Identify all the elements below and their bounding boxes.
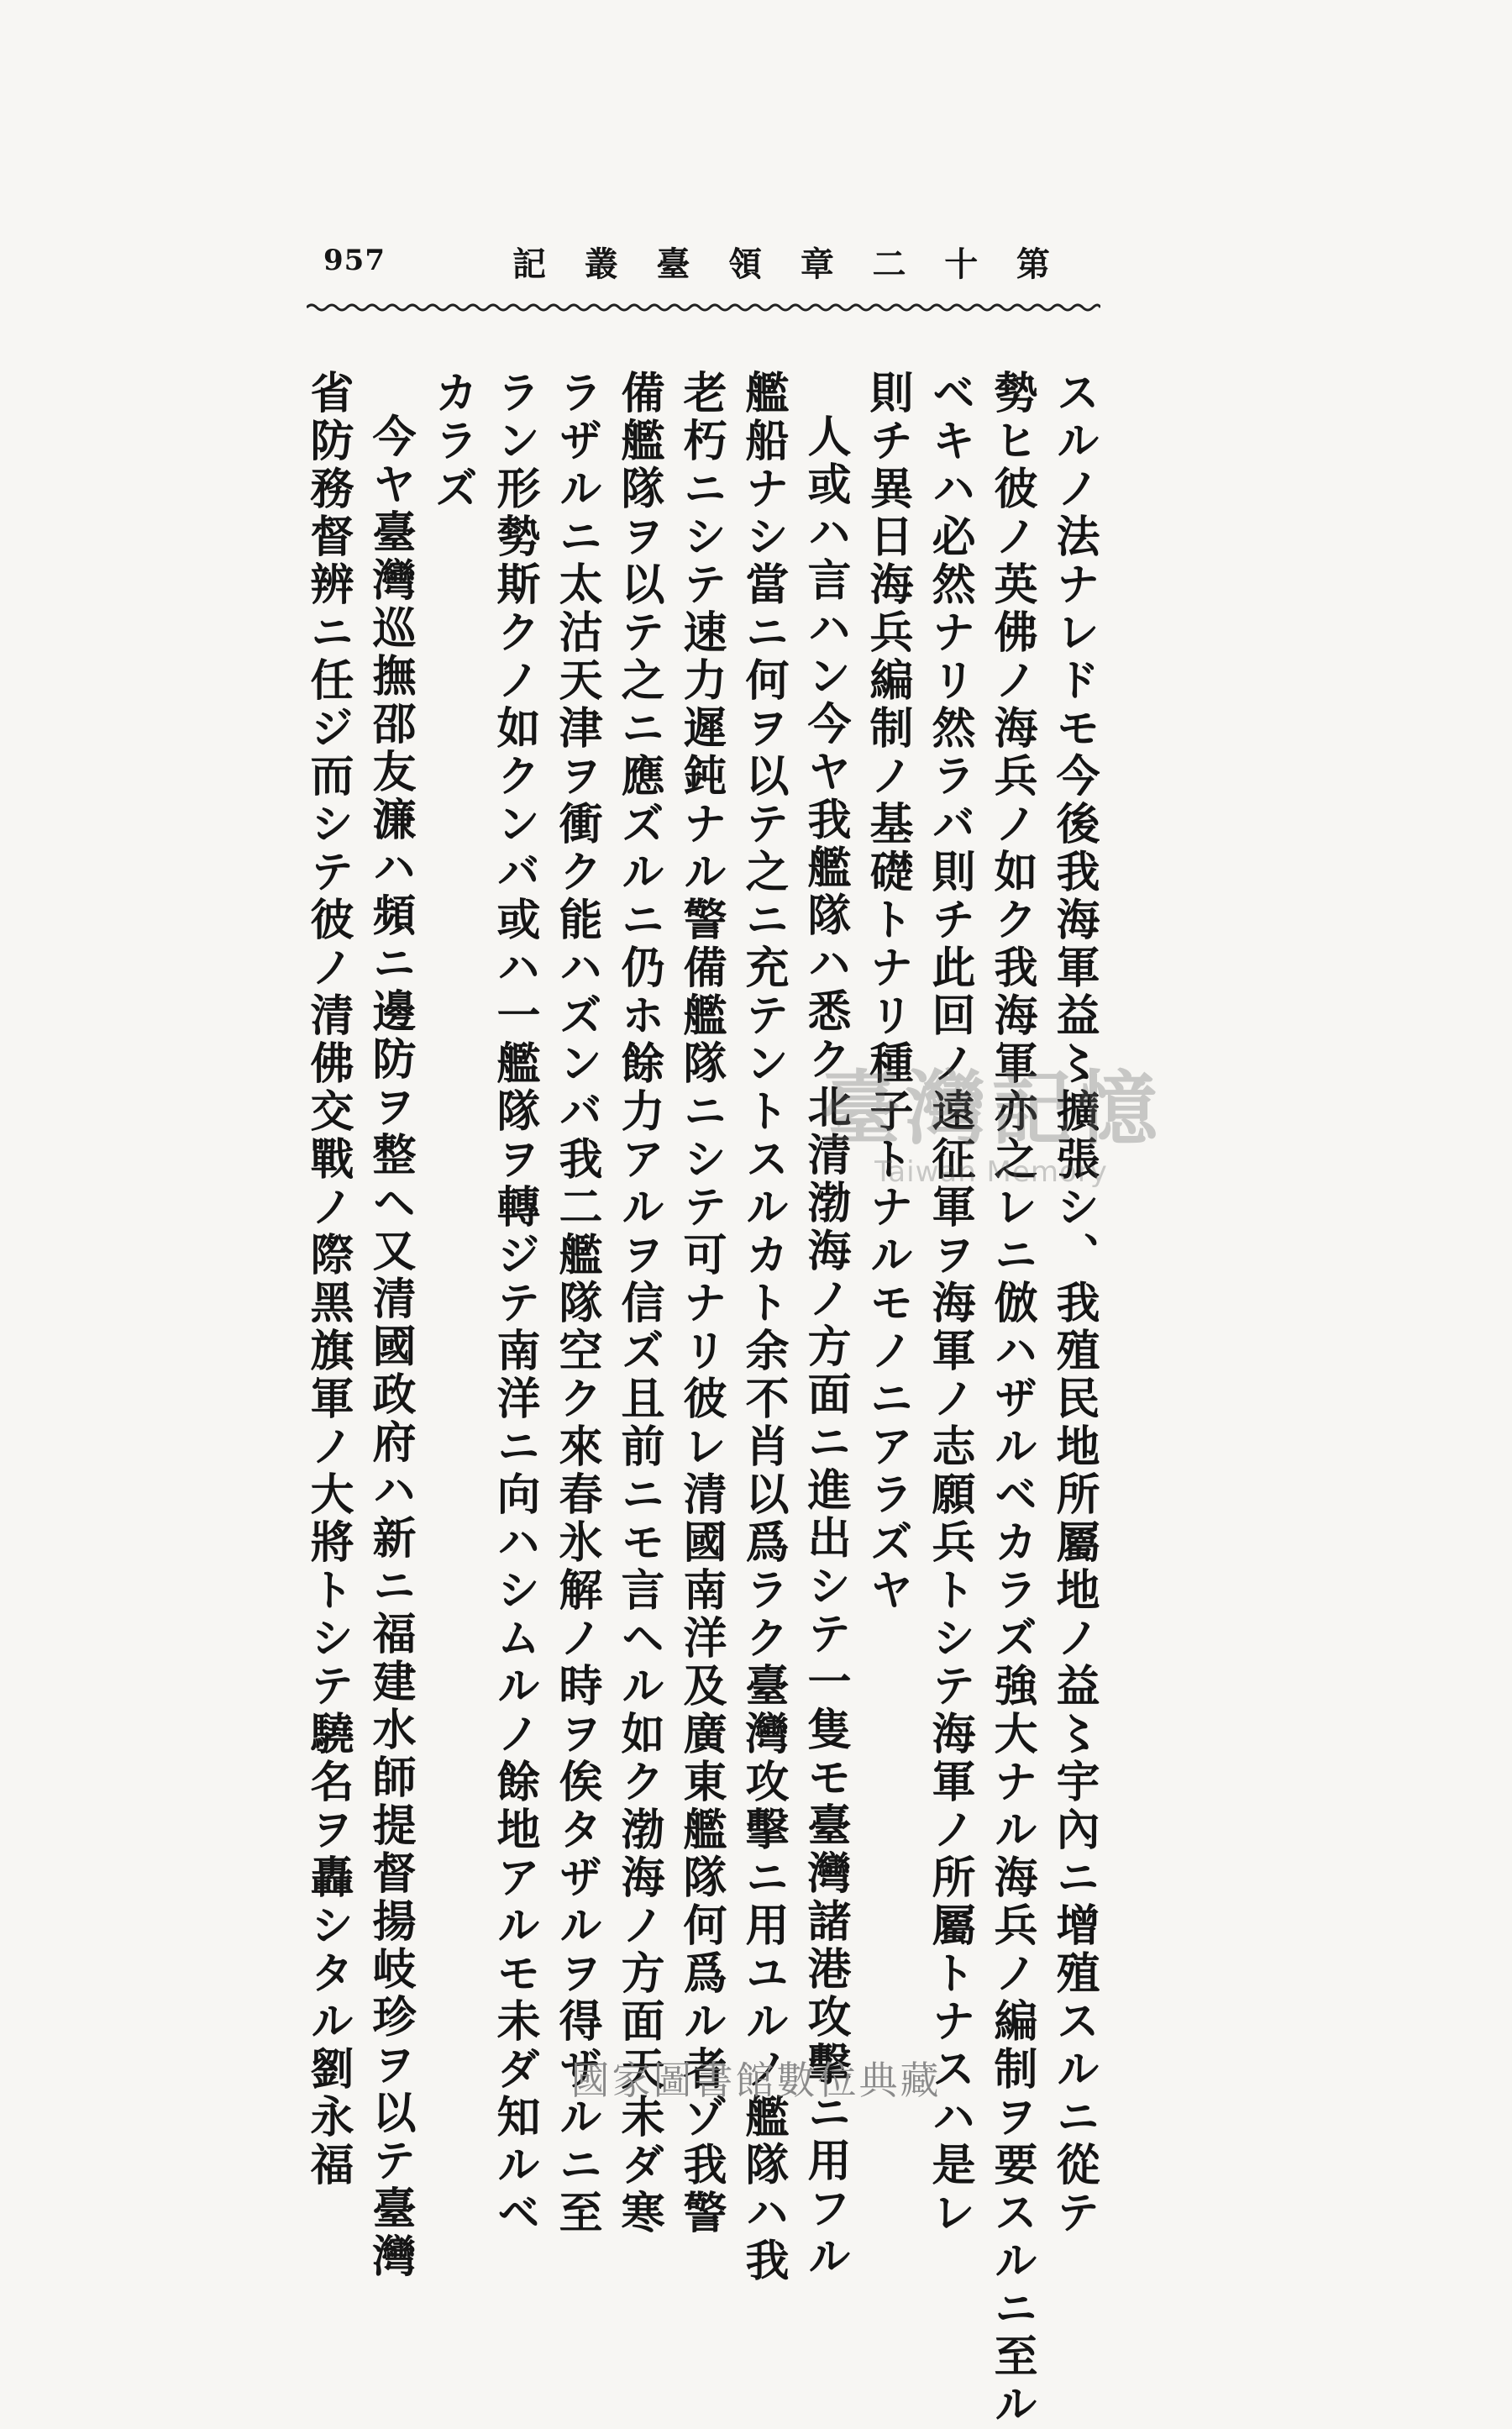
- text-column: 備艦隊ヲ以テ之ニ應ズルニ仍ホ餘力アルヲ信ズ且前ニモ言ヘル如ク渤海ノ方面天未ダ寒: [613, 370, 664, 2237]
- running-head-char: 領: [728, 244, 763, 284]
- running-head: [512, 238, 1050, 286]
- text-column: 勢ヒ彼ノ英佛ノ海兵ノ如ク我海軍亦之レニ倣ハザルベカラズ強大ナル海兵ノ編制ヲ要スルニ至ル: [986, 370, 1037, 2429]
- running-head-char: 叢: [584, 244, 618, 284]
- text-column: 今ヤ臺灣巡撫邵友濂ハ頻ニ邊防ヲ整ヘ又清國政府ハ新ニ福建水師提督揚岐珍ヲ以テ臺灣: [365, 413, 416, 2281]
- text-column: ラザルニ太沽天津ヲ衝ク能ハズンバ我二艦隊空ク來春氷解ノ時ヲ俟タザルヲ得ザルニ至: [551, 370, 602, 2237]
- text-column: 艦船ナシ當ニ何ヲ以テ之ニ充テントスルカト余不肖以爲ラク臺灣攻擊ニ用ユルノ艦隊ハ我: [738, 370, 789, 2285]
- running-head-char: 二: [872, 244, 906, 284]
- running-head-char: 臺: [656, 244, 690, 284]
- running-head-char: 十: [944, 244, 979, 284]
- text-column: 老朽ニシテ速力遲鈍ナル警備艦隊ニシテ可ナリ彼レ清國南洋及廣東艦隊何爲ル者ゾ我警: [675, 370, 727, 2237]
- running-head-char: 章: [800, 244, 834, 284]
- page-number: 957: [323, 244, 386, 277]
- text-column: 人或ハ言ハン今ヤ我艦隊ハ悉ク北清渤海ノ方面ニ進出シテ一隻モ臺灣諸港攻擊ニ用フル: [800, 413, 851, 2281]
- text-column: カラズ: [427, 370, 478, 513]
- running-head-char: 記: [512, 244, 546, 284]
- watermark-cjk: 臺灣記憶: [820, 1061, 1163, 1156]
- text-column: スルノ法ナレドモ今後我海軍益〻擴張シ、我殖民地所屬地ノ益〻宇內ニ增殖スルニ從テ: [1048, 370, 1100, 2237]
- running-head-char: 第: [1016, 244, 1050, 284]
- text-column: ベキハ必然ナリ然ラバ則チ此回ノ遠征軍ヲ海軍ノ志願兵トシテ海軍ノ所屬トナスハ是レ: [924, 370, 975, 2237]
- watermark-latin: Taiwan Memory: [874, 1155, 1108, 1189]
- text-column: 省防務督辨ニ任ジ而シテ彼ノ清佛交戰ノ際黑旗軍ノ大將トシテ驍名ヲ轟シタル劉永福: [302, 370, 354, 2190]
- text-column: 則チ異日海兵編制ノ基礎トナリ種子トナルモノニアラズヤ: [862, 370, 913, 1615]
- footer-credit: 國家圖書館數位典藏: [570, 2058, 942, 2103]
- text-column: ラン形勢斯クノ如クンバ或ハ一艦隊ヲ轉ジテ南洋ニ向ハシムルノ餘地アルモ未ダ知ルベ: [489, 370, 540, 2237]
- header-wavy-rule: [307, 301, 1100, 314]
